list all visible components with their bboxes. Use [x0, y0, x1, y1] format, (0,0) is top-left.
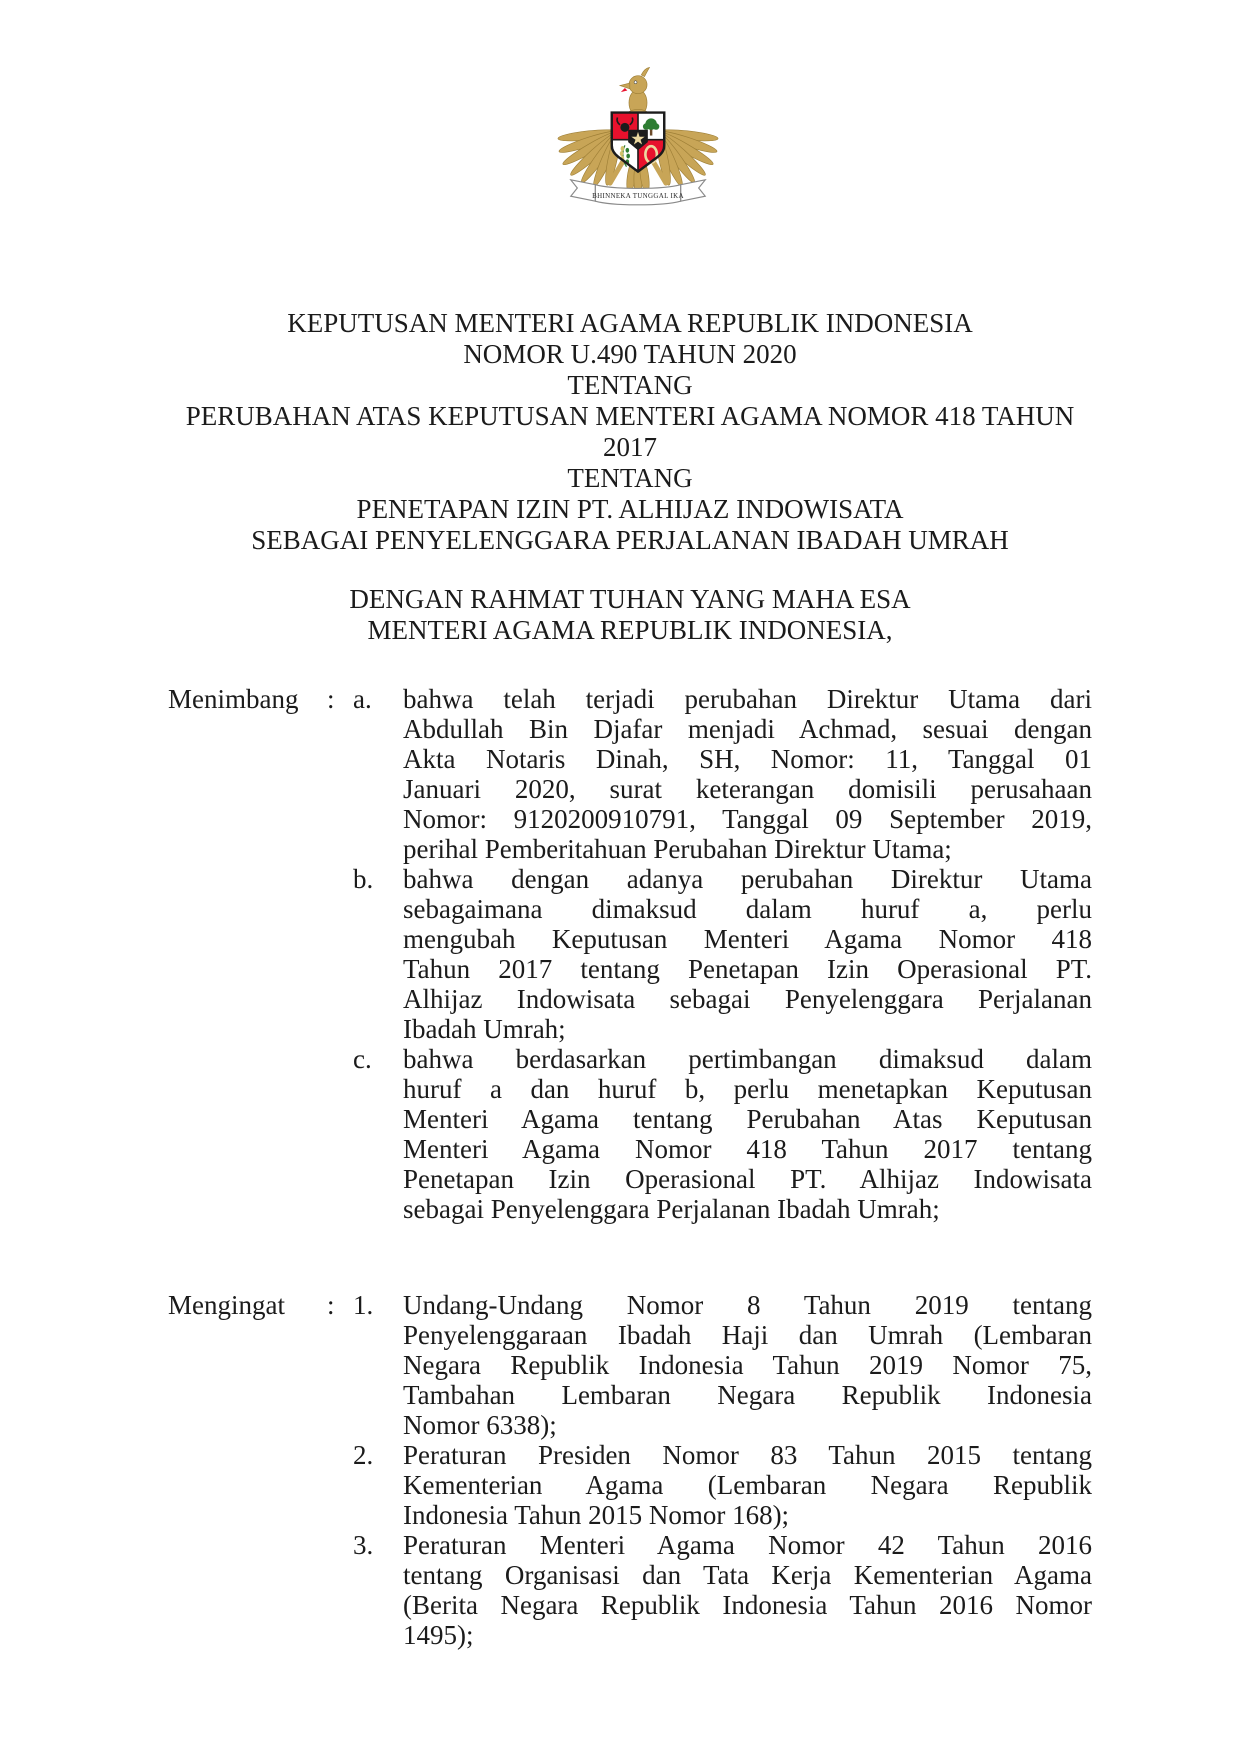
item-marker: 2.	[353, 1440, 374, 1470]
text-line: Indonesia Tahun 2015 Nomor 168);	[403, 1500, 790, 1530]
text-line: bahwa telah terjadi perubahan Direktur Utama dari	[403, 684, 1092, 714]
text-line: Abdullah Bin Djafar menjadi Achmad, sesuai dengan	[403, 714, 1092, 744]
decree-title-block	[20, 308, 1240, 556]
text-line: Nomor: 9120200910791, Tanggal 09 September 2019,	[403, 804, 1092, 834]
section-colon: :	[327, 1290, 335, 1320]
item-marker: 3.	[353, 1530, 374, 1560]
text-line: bahwa berdasarkan pertimbangan dimaksud dalam	[403, 1044, 1092, 1074]
text-line: Menteri Agama tentang Perubahan Atas Keputusan	[403, 1104, 1092, 1134]
list-item-row	[168, 1044, 1092, 1224]
text-line: tentang Organisasi dan Tata Kerja Kementerian Agama	[403, 1560, 1092, 1590]
item-marker: c.	[353, 1044, 372, 1074]
list-item-row	[168, 864, 1092, 1044]
text-line: mengubah Keputusan Menteri Agama Nomor 418	[403, 924, 1092, 954]
item-text	[403, 684, 1092, 864]
text-line: Tahun 2017 tentang Penetapan Izin Operasional PT.	[403, 954, 1092, 984]
text-line: Negara Republik Indonesia Tahun 2019 Nomor 75,	[403, 1350, 1092, 1380]
section-menimbang	[168, 684, 1092, 1224]
section-colon: :	[327, 684, 335, 714]
title-line: 2017	[603, 432, 657, 462]
text-line: Akta Notaris Dinah, SH, Nomor: 11, Tanggal 01	[403, 744, 1092, 774]
title-line: SEBAGAI PENYELENGGARA PERJALANAN IBADAH UMRAH	[251, 525, 1009, 555]
item-marker: b.	[353, 864, 374, 894]
text-line: Alhijaz Indowisata sebagai Penyelenggara Perjalanan	[403, 984, 1092, 1014]
item-text	[403, 864, 1092, 1044]
list-item-row	[168, 1530, 1092, 1650]
title-line: NOMOR U.490 TAHUN 2020	[463, 339, 797, 369]
list-item-row	[168, 1290, 1092, 1440]
title-line: PENETAPAN IZIN PT. ALHIJAZ INDOWISATA	[356, 494, 904, 524]
ribbon-motto-text: BHINNEKA TUNGGAL IKA	[592, 191, 684, 200]
section-label: Menimbang	[168, 684, 299, 714]
list-item-row	[168, 684, 1092, 864]
text-line: Menteri Agama Nomor 418 Tahun 2017 tentang	[403, 1134, 1092, 1164]
item-marker: 1.	[353, 1290, 374, 1320]
preamble-line: MENTERI AGAMA REPUBLIK INDONESIA,	[367, 615, 893, 645]
text-line: Undang-Undang Nomor 8 Tahun 2019 tentang	[403, 1290, 1092, 1320]
text-line: sebagaimana dimaksud dalam huruf a, perlu	[403, 894, 1092, 924]
section-label: Mengingat	[168, 1290, 285, 1320]
text-line: 1495);	[403, 1620, 474, 1650]
text-line: Penyelenggaraan Ibadah Haji dan Umrah (Lembaran	[403, 1320, 1092, 1350]
text-line: Peraturan Menteri Agama Nomor 42 Tahun 2016	[403, 1530, 1092, 1560]
text-line: huruf a dan huruf b, perlu menetapkan Keputusan	[403, 1074, 1092, 1104]
text-line: Januari 2020, surat keterangan domisili perusahaan	[403, 774, 1092, 804]
text-line: Kementerian Agama (Lembaran Negara Republik	[403, 1470, 1092, 1500]
preamble-line: DENGAN RAHMAT TUHAN YANG MAHA ESA	[349, 584, 911, 614]
text-line: (Berita Negara Republik Indonesia Tahun 2016 Nomor	[403, 1590, 1092, 1620]
preamble-block	[20, 584, 1240, 646]
item-text	[403, 1044, 1092, 1224]
title-line: KEPUTUSAN MENTERI AGAMA REPUBLIK INDONESIA	[287, 308, 973, 338]
text-line: Penetapan Izin Operasional PT. Alhijaz Indowisata	[403, 1164, 1092, 1194]
title-line: PERUBAHAN ATAS KEPUTUSAN MENTERI AGAMA NOMOR 418 TAHUN	[185, 401, 1075, 431]
document-body	[168, 684, 1092, 1650]
text-line: perihal Pemberitahuan Perubahan Direktur Utama;	[403, 834, 952, 864]
eagle-head-icon	[620, 67, 650, 115]
text-line: sebagai Penyelenggara Perjalanan Ibadah Umrah;	[403, 1194, 940, 1224]
list-item-row	[168, 1440, 1092, 1530]
item-text	[403, 1530, 1092, 1650]
item-text	[403, 1290, 1092, 1440]
text-line: Tambahan Lembaran Negara Republik Indonesia	[403, 1380, 1092, 1410]
text-line: bahwa dengan adanya perubahan Direktur Utama	[403, 864, 1092, 894]
title-line: TENTANG	[567, 370, 693, 400]
title-line: TENTANG	[567, 463, 693, 493]
text-line: Nomor 6338);	[403, 1410, 557, 1440]
garuda-pancasila-emblem	[556, 60, 720, 216]
item-marker: a.	[353, 684, 372, 714]
section-mengingat	[168, 1290, 1092, 1650]
item-text	[403, 1440, 1092, 1530]
text-line: Ibadah Umrah;	[403, 1014, 566, 1044]
text-line: Peraturan Presiden Nomor 83 Tahun 2015 tentang	[403, 1440, 1092, 1470]
